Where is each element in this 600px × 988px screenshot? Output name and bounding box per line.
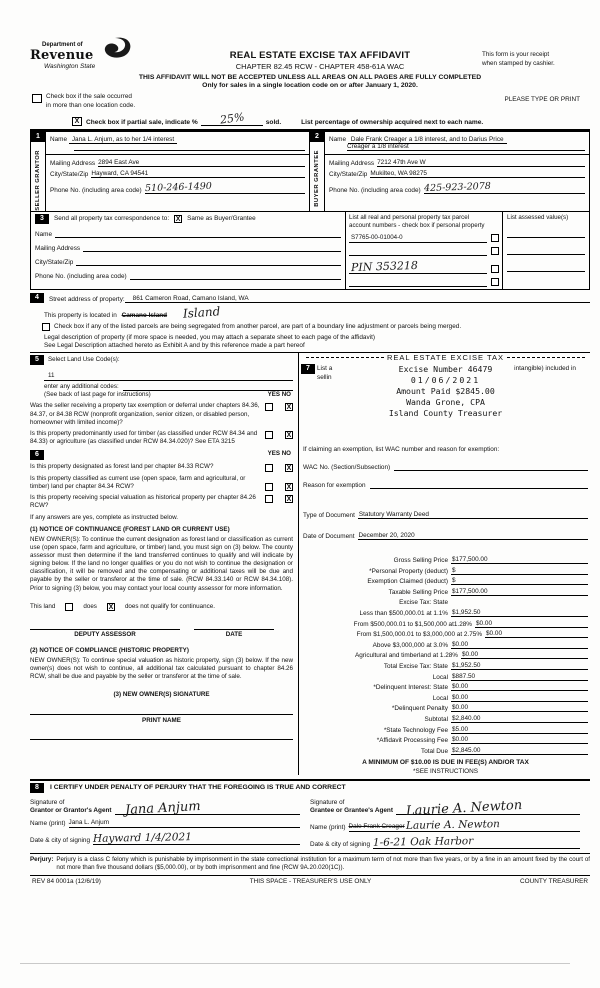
sec6-q1-no-checkbox[interactable]: X: [286, 465, 292, 473]
street-address-label: Street address of property:: [49, 296, 125, 304]
exemption-claimed-value[interactable]: $: [451, 577, 588, 585]
grantee-print-handwriting: Laurie A. Newton: [406, 817, 501, 832]
perjury-block: [30, 853, 590, 872]
total-excise-state-row: Total Excise Tax: State $1,952.50: [303, 662, 588, 670]
legal-description-line2: See Legal Description attached hereto as Exhibit A and by this reference made a part hereof: [44, 342, 305, 350]
taxable-selling-price-row: Taxable Selling Price $177,500.00: [303, 588, 588, 596]
sec6-q3-no-checkbox[interactable]: X: [286, 496, 292, 504]
personal-property-checkbox-3[interactable]: [491, 265, 499, 273]
grantor-sig-label: Signature of Grantor or Grantor's Agent: [30, 798, 112, 814]
corr-city-row: City/State/Zip: [35, 258, 341, 266]
additional-codes-field[interactable]: [123, 383, 293, 391]
footer-row: [30, 875, 590, 885]
grantee-date-row: Date & city of signing 1-6-21 Oak Harbor: [310, 836, 580, 849]
treasurer-stamp-area: [303, 362, 588, 436]
corr-name-row: Name: [35, 230, 341, 238]
seller-phone-field[interactable]: [145, 182, 305, 194]
form-header: [30, 42, 590, 71]
parcel-field-4[interactable]: [349, 278, 487, 287]
buyer-fields: [325, 132, 589, 211]
street-address-field[interactable]: 861 Cameron Road, Camano Island, WA: [125, 295, 590, 303]
buyer-city-row: City/State/Zip Mukilteo, WA 98275: [329, 170, 585, 178]
partial-sale-checkbox[interactable]: X: [72, 117, 82, 126]
parcel-field-3[interactable]: [349, 260, 487, 274]
notice-compliance-title: (2) NOTICE OF COMPLIANCE (HISTORIC PROPERTY): [30, 646, 189, 654]
parcel-row-4: [349, 278, 499, 287]
seller-name-label: Name: [50, 136, 68, 144]
parcel-row-3: [349, 260, 499, 274]
tier2-row: From $500,000.01 to $1,500,000 at1.28% $0.00: [303, 620, 588, 628]
document-date-field[interactable]: December 20, 2020: [358, 532, 588, 540]
partial-sale-row: [72, 112, 590, 126]
grantor-print-field[interactable]: Jana L. Anjum: [69, 819, 300, 828]
section-5-header: [30, 355, 293, 365]
print-name-line[interactable]: [30, 739, 293, 740]
grantee-signature-handwriting: Laurie A. Newton: [405, 797, 523, 819]
additional-codes-row: [44, 383, 293, 391]
document-type-field[interactable]: Statutory Warranty Deed: [358, 511, 588, 519]
tier2-value[interactable]: $0.00: [475, 620, 588, 628]
deputy-date-line[interactable]: DATE: [194, 629, 274, 639]
tier3-row: From $1,500,000.01 to $3,000,000 at 2.75% $0.00: [303, 630, 588, 638]
pin-handwriting: PIN 353218: [350, 258, 419, 275]
seller-city-row: City/State/Zip Hayward, CA 94541: [50, 170, 305, 178]
personal-property-checkbox-4[interactable]: [491, 278, 499, 286]
exemption-claimed-row: Exemption Claimed (deduct) $: [303, 577, 588, 585]
buyer-name-line2[interactable]: Creager a 1/8 interest: [347, 143, 585, 151]
stamp-treasurer-name: Wanda Grone, CPA: [406, 397, 485, 408]
does-not-label: does not qualify for continuance.: [124, 602, 215, 610]
seller-grantor-label: SELLER GRANTOR: [34, 150, 41, 211]
property-address-section: [30, 290, 590, 353]
does-label: does: [83, 602, 97, 610]
state-technology-fee-value[interactable]: $5.00: [451, 726, 588, 734]
grantee-date-field[interactable]: [373, 836, 580, 849]
partial-sale-label: Check box if partial sale, indicate %: [86, 119, 198, 127]
additional-codes-label: enter any additional codes:: [44, 383, 119, 391]
delinquent-interest-state-value[interactable]: $0.00: [451, 683, 588, 691]
land-use-title: Select Land Use Code(s):: [48, 356, 120, 364]
tier4-row: Above $3,000,000 at 3.0% $0.00: [303, 641, 588, 649]
logo-dept-text: Department of: [42, 42, 83, 48]
delinquent-penalty-value[interactable]: $0.00: [451, 704, 588, 712]
grantor-date-row: Date & city of signing Hayward 1/4/2021: [30, 832, 300, 845]
delinquent-penalty-row: *Delinquent Penalty $0.00: [303, 704, 588, 712]
perjury-label: Perjury:: [30, 855, 54, 863]
exemption-note: If claiming an exemption, list WAC number and reason for exemption:: [303, 446, 500, 454]
printed-fragment-3: intangible) included in: [514, 365, 576, 373]
subtotal-row: Subtotal $2,840.00: [303, 715, 588, 723]
assessed-values-header: List assessed value(s): [507, 213, 569, 221]
agricultural-row: Agricultural and timberland at 1.28% $0.00: [303, 651, 588, 659]
gross-selling-price-value[interactable]: $177,500.00: [451, 556, 588, 564]
seller-city-field[interactable]: Hayward, CA 94541: [91, 170, 305, 178]
assessed-value-field-1[interactable]: [507, 229, 585, 238]
sec5-yes-no-header: YES NO: [267, 391, 291, 399]
wac-number-row: WAC No. (Section/Subsection): [303, 463, 588, 471]
same-as-buyer-label: Same as Buyer/Grantee: [187, 215, 256, 223]
located-in-row: [44, 306, 590, 320]
notice-compliance-body: NEW OWNER(S): To continue special valuation as historic property, sign (3) below. If the new owner(s) does not wish to continue, all additional tax calculated pursuant to chapter 84.26 RCW, shall be due and payable by the seller or transferor at the time of sale.: [30, 657, 293, 681]
receipt-note-line1: This form is your receipt: [482, 51, 550, 58]
buyer-name-block: [325, 134, 589, 155]
sec5-q1-no-checkbox[interactable]: X: [286, 404, 292, 412]
wac-number-field[interactable]: [394, 463, 588, 471]
sec5-q1-yes-checkbox[interactable]: [265, 403, 273, 411]
form-subtitle: CHAPTER 82.45 RCW - CHAPTER 458-61A WAC: [235, 62, 405, 71]
section-8-number: 8: [30, 783, 44, 793]
document-date-row: Date of Document December 20, 2020: [303, 532, 588, 540]
sec6-question-2: Is this property classified as current use (open space, farm and agricultural, or timber) land per chapter 84.34 RCW? X: [30, 475, 292, 492]
grantor-print-row: Name (print) Jana L. Anjum: [30, 819, 300, 828]
assessed-value-field-3[interactable]: [507, 263, 585, 272]
seller-name-block: [46, 134, 309, 155]
grantee-print-struck: Dale Frank Creager: [348, 822, 405, 830]
delinquent-interest-local-value[interactable]: $0.00: [451, 694, 588, 702]
new-owner-signature-title: (3) NEW OWNER(S) SIGNATURE: [113, 691, 210, 699]
form-title: REAL ESTATE EXCISE TAX AFFIDAVIT: [229, 50, 411, 61]
exemption-reason-row: Reason for exemption: [303, 481, 588, 489]
notice-continuance-body: NEW OWNER(S): To continue the current designation as forest land or classification as current use (open space, farm and agriculture, or timber) land, you must sign on (3) below. The county assessor must then determine if the land transferred continues to qualify and will indicate by signing below. If the land no longer qualifies or you do not wish to continue the designation or classification, it will be removed and the compensating or additional taxes will be due and payable by the seller or transferor at the time of sale. (RCW 84.33.140 or RCW 84.34.108). Prior to signing (3) below, you may contact your local county assessor for more information.: [30, 535, 293, 592]
if-any-yes-note: If any answers are yes, complete as instructed below.: [30, 513, 178, 521]
personal-property-value[interactable]: $: [451, 567, 588, 575]
sec5-question-2: Is this property predominantly used for timber (as classified under RCW 84.34 and 84.33) or agriculture (as classified under RCW 84.34.020)? See ETA 3215 X: [30, 429, 292, 445]
acceptance-notice: THIS AFFIDAVIT WILL NOT BE ACCEPTED UNLESS ALL AREAS ON ALL PAGES ARE FULLY COMPLETED: [138, 74, 482, 81]
agricultural-value[interactable]: $0.00: [461, 651, 588, 659]
continuance-qualify-row: [30, 603, 293, 611]
header-titles: [158, 42, 482, 71]
partial-sale-suffix: sold.: [265, 119, 282, 127]
grantor-signature-field[interactable]: [115, 798, 300, 818]
sec6-q2-yes-checkbox[interactable]: [265, 483, 273, 491]
sec5-q2-no-checkbox[interactable]: X: [286, 431, 292, 439]
grantee-signature-field[interactable]: [396, 797, 580, 819]
assessed-value-field-2[interactable]: [507, 246, 585, 255]
printed-fragment-1: List a: [317, 365, 333, 373]
excise-tax-state-row: Excise Tax: State: [399, 599, 448, 607]
same-as-buyer-checkbox[interactable]: X: [175, 215, 181, 223]
street-address-row: [30, 293, 590, 303]
sec6-yes-no-header: YES NO: [267, 450, 291, 458]
segregated-label: Check box if any of the listed parcels are being segregated from another parcel, are part of a boundary line adjustment or parcels being merged.: [54, 323, 462, 331]
sec6-question-1: Is this property designated as forest land per chapter 84.33 RCW? X: [30, 463, 292, 473]
document-type-row: Type of Document Statutory Warranty Deed: [303, 511, 588, 519]
grantor-date-field[interactable]: [93, 832, 300, 845]
stamp-excise-number: Excise Number 46479: [398, 364, 493, 375]
parcel-row-2: [349, 247, 499, 256]
tier1-value[interactable]: $1,952.50: [451, 609, 588, 617]
personal-property-checkbox-1[interactable]: [491, 234, 499, 242]
section-2-number: 2: [310, 132, 324, 142]
grantee-print-row: Name (print) Dale Frank Creager Laurie A. Newton: [310, 819, 580, 832]
excise-tax-column: [298, 353, 590, 775]
buyer-mailing-row: Mailing Address 7212 47th Ave W: [329, 159, 585, 167]
affidavit-processing-fee-value[interactable]: $0.00: [451, 736, 588, 744]
correspondence-section: [30, 212, 590, 290]
print-name-label: PRINT NAME: [142, 716, 181, 724]
logo-revenue-text: Revenue: [30, 48, 94, 63]
see-back-label: (See back of last page for instructions): [44, 391, 151, 399]
total-due-row: Total Due $2,845.00: [303, 747, 588, 755]
seller-mailing-field[interactable]: 2894 East Ave: [98, 159, 305, 167]
buyer-phone-handwriting: 425-923-2078: [423, 180, 491, 194]
seller-name-field[interactable]: Jana L. Anjum, as to her 1/4 interest: [69, 136, 177, 144]
seller-name-line2[interactable]: [74, 143, 305, 151]
located-struck-text: Camano Island: [121, 312, 168, 320]
does-qualify-checkbox[interactable]: [65, 603, 73, 611]
land-use-code-field[interactable]: 11: [44, 372, 293, 381]
sec5-question-1: Was the seller receiving a property tax exemption or deferral under chapters 84.36, 84.37, or 84.38 RCW (nonprofit organization, senior citizen, or disabled person, homeowner with limited income)? X: [30, 402, 292, 426]
form-revision: REV 84 0001a (12/6/19): [32, 877, 101, 885]
see-back-row: [44, 391, 293, 399]
taxable-selling-price-value[interactable]: $177,500.00: [451, 588, 588, 596]
sec5-q2-yes-checkbox[interactable]: [265, 431, 273, 439]
perjury-text: Perjury is a class C felony which is punishable by imprisonment in the state correctional institution for a maximum term of not more than five years, or by a fine in an amount fixed by the court of not more than five thousand dollars ($5,000.00), or by both imprisonment and fine (RCW 9A.20.020(1C)).: [56, 855, 590, 871]
seller-mailing-row: Mailing Address 2894 East Ave: [50, 159, 305, 167]
new-owner-signature-line[interactable]: [30, 714, 293, 715]
dor-swoosh-icon: [98, 36, 132, 71]
seller-box: [30, 131, 310, 212]
sec6-question-3: Is this property receiving special valuation as historical property per chapter 84.26 RCW? X: [30, 494, 292, 510]
corr-phone-row: Phone No. (including area code): [35, 272, 341, 280]
multi-location-checkbox[interactable]: [32, 94, 42, 103]
total-due-value[interactable]: $2,845.00: [451, 747, 588, 755]
stamp-date: 01/06/2021: [410, 375, 481, 386]
stamp-treasurer-office: Island County Treasurer: [388, 408, 503, 419]
this-land-label: This land: [30, 602, 56, 610]
see-instructions-note: *SEE INSTRUCTIONS: [413, 767, 478, 775]
partial-sale-percent-field[interactable]: [201, 112, 263, 126]
receipt-note-line2: when stamped by cashier.: [482, 59, 555, 67]
parcel-number-field[interactable]: S7765-00-01004-0: [349, 234, 487, 243]
assessed-values-column: [503, 212, 589, 289]
delinquent-interest-local-row: Local $0.00: [303, 694, 588, 702]
seller-phone-handwriting: 510-246-1490: [144, 180, 212, 194]
please-type-note: PLEASE TYPE OR PRINT: [504, 96, 580, 103]
correspondence-fields: [31, 212, 345, 289]
corr-mailing-field[interactable]: [83, 244, 341, 252]
sec6-q1-yes-checkbox[interactable]: [265, 464, 273, 472]
certification-header: [30, 783, 590, 793]
sec6-q3-yes-checkbox[interactable]: [265, 495, 273, 503]
total-excise-local-row: Local $887.50: [303, 673, 588, 681]
multi-location-row: [30, 93, 590, 110]
parcel-row-1: [349, 234, 499, 243]
grantee-signature-row: [310, 797, 580, 819]
partial-percent-handwriting: 25%: [218, 110, 245, 127]
personal-property-checkbox-2[interactable]: [491, 247, 499, 255]
dor-logo: [30, 42, 158, 70]
located-handwriting: Island: [182, 304, 221, 321]
buyer-box: [310, 131, 590, 212]
parties-section: [30, 129, 590, 212]
grantor-signature-row: [30, 798, 300, 818]
gross-selling-price-row: Gross Selling Price $177,500.00: [303, 556, 588, 564]
buyer-phone-row: Phone No. (including area code) 425-923-2078: [329, 182, 585, 194]
state-technology-fee-row: *State Technology Fee $5.00: [303, 726, 588, 734]
receipt-note: [482, 42, 590, 68]
parcel-list-column: [345, 212, 503, 289]
multi-location-label: Check box if the sale occurred in more than one location code.: [46, 93, 136, 109]
middle-columns: [30, 353, 590, 775]
grantee-print-field[interactable]: [349, 819, 580, 832]
corr-city-field[interactable]: [76, 258, 341, 266]
subtotal-value[interactable]: $2,840.00: [451, 715, 588, 723]
section-3-number: 3: [35, 214, 49, 224]
sec6-q2-no-checkbox[interactable]: X: [286, 484, 292, 492]
section-7-number: 7: [301, 364, 315, 374]
parcel-field-2[interactable]: [349, 247, 487, 256]
corr-phone-field[interactable]: [130, 272, 341, 280]
grantor-signature-column: [30, 795, 310, 849]
buyer-name-field[interactable]: Dale Frank Creager a 1/8 interest, and to Darius Price: [348, 136, 507, 144]
scan-artifact-line: [20, 963, 570, 964]
does-not-qualify-checkbox[interactable]: X: [108, 603, 114, 611]
segregated-row: [30, 323, 590, 331]
buyer-side-strip: [310, 132, 325, 211]
affidavit-processing-fee-row: *Affidavit Processing Fee $0.00: [303, 736, 588, 744]
section-6-header: [30, 450, 293, 460]
left-column: [30, 353, 298, 775]
grantee-sig-label: Signature of Grantee or Grantee's Agent: [310, 798, 393, 814]
notice-continuance-title: (1) NOTICE OF CONTINUANCE (FOREST LAND OR CURRENT USE): [30, 525, 230, 533]
tier3-value[interactable]: $0.00: [485, 630, 588, 638]
grantee-date-handwriting: 1-6-21 Oak Harbor: [372, 834, 474, 849]
total-excise-local-value[interactable]: $887.50: [451, 673, 588, 681]
delinquent-interest-state-row: *Delinquent Interest: State $0.00: [303, 683, 588, 691]
single-location-note: Only for sales in a single location code on or after January 1, 2020.: [202, 82, 418, 89]
buyer-name-label: Name: [329, 136, 347, 144]
exemption-reason-field[interactable]: [370, 481, 588, 489]
section-5-number: 5: [30, 355, 44, 365]
legal-description-line1: Legal description of property (if more space is needed, you may attach a separate sheet to each page of the affidavit): [44, 334, 375, 342]
grantor-signature-handwriting: Jana Anjum: [124, 798, 201, 818]
seller-fields: [46, 132, 309, 211]
stamp-amount-paid: Amount Paid $2845.00: [396, 386, 495, 397]
excise-tax-band: REAL ESTATE EXCISE TAX: [303, 353, 588, 362]
section-4-number: 4: [30, 293, 44, 303]
section-6-number: 6: [30, 450, 44, 460]
section-1-number: 1: [31, 132, 45, 142]
deputy-assessor-line[interactable]: DEPUTY ASSESSOR: [30, 629, 180, 639]
personal-property-row: *Personal Property (deduct) $: [303, 567, 588, 575]
parcel-header: List all real and personal property tax parcel account numbers - check box if personal property: [349, 213, 485, 230]
signature-columns: [30, 795, 590, 849]
send-correspondence-label: Send all property tax correspondence to:: [54, 215, 170, 223]
tax-computation-table: [303, 556, 588, 755]
printed-fragment-2: sellin: [317, 374, 332, 382]
tier4-value[interactable]: $0.00: [451, 641, 588, 649]
grantee-signature-column: [310, 795, 590, 849]
ownership-note: List percentage of ownership acquired next to each name.: [301, 119, 484, 127]
tier1-row: Less than $500,000.01 at 1.1% $1,952.50: [303, 609, 588, 617]
total-excise-state-value[interactable]: $1,952.50: [451, 662, 588, 670]
corr-name-field[interactable]: [55, 230, 341, 238]
located-in-label: This property is located in: [44, 312, 117, 320]
buyer-mailing-field[interactable]: 7212 47th Ave W: [377, 159, 585, 167]
buyer-grantee-label: BUYER GRANTEE: [313, 150, 320, 208]
county-treasurer: COUNTY TREASURER: [520, 877, 588, 885]
grantor-date-handwriting: Hayward 1/4/2021: [92, 830, 192, 845]
corr-mailing-row: Mailing Address: [35, 244, 341, 252]
segregated-checkbox[interactable]: [42, 323, 50, 331]
seller-phone-row: Phone No. (including area code) 510-246-1490: [50, 182, 305, 194]
treasurer-use-only: THIS SPACE - TREASURER'S USE ONLY: [249, 877, 372, 885]
buyer-phone-field[interactable]: [424, 182, 585, 194]
buyer-city-field[interactable]: Mukilteo, WA 98275: [370, 170, 585, 178]
certification-text: I CERTIFY UNDER PENALTY OF PERJURY THAT THE FOREGOING IS TRUE AND CORRECT: [50, 784, 346, 792]
certification-section: [30, 779, 590, 849]
logo-state-text: Washington State: [44, 63, 96, 70]
minimum-fee-note: A MINIMUM OF $10.00 IS DUE IN FEE(S) AND/OR TAX: [362, 758, 529, 766]
seller-side-strip: [31, 132, 46, 211]
deputy-assessor-row: [30, 629, 293, 639]
